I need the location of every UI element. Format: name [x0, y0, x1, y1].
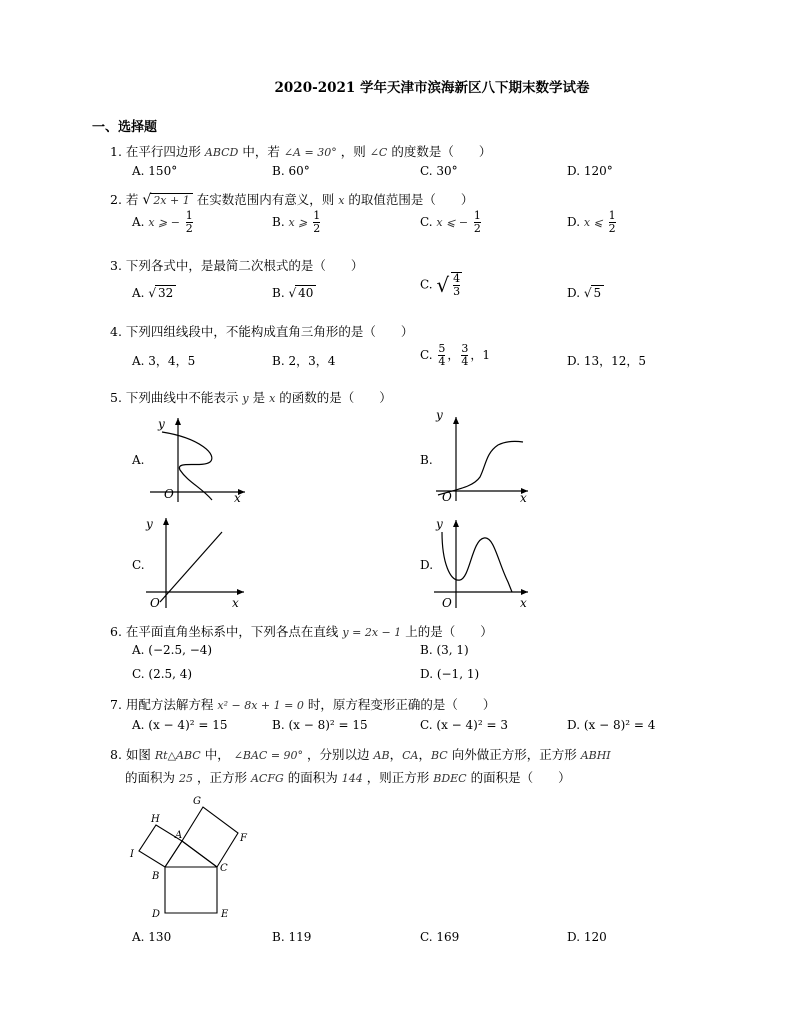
- option-letter: A.: [132, 215, 145, 229]
- x-axis-label: x: [520, 596, 527, 610]
- option-letter: D.: [567, 215, 581, 229]
- question-5-stem: [110, 388, 392, 406]
- fraction: [609, 210, 616, 235]
- graph-b: [428, 405, 538, 505]
- q8-text: ，则正方形: [366, 770, 430, 785]
- q7-text: 时，原方程变形正确的是（ ）: [307, 697, 496, 712]
- q8-text: 的面积为: [287, 770, 338, 785]
- numerator: 4: [453, 272, 461, 285]
- point-label-c: C: [220, 863, 228, 874]
- denominator: 3: [453, 285, 461, 298]
- q3-option-a[interactable]: [132, 285, 176, 300]
- origin-label: O: [442, 490, 452, 504]
- q5-text: 的函数的是（ ）: [279, 390, 392, 405]
- q8-text: 的面积是（ ）: [470, 770, 571, 785]
- q1-text: ，则: [340, 144, 366, 159]
- q5-text: 是: [252, 390, 266, 405]
- denominator: 4: [438, 355, 446, 368]
- q5-math-y: y: [242, 392, 249, 405]
- q4-option-a[interactable]: A. 3，4，5: [132, 354, 196, 368]
- question-8-stem-line2: [125, 768, 571, 786]
- radical-sign-icon: √: [436, 273, 450, 297]
- point-label-f: F: [240, 833, 247, 844]
- q6-math-line: y = 2x − 1: [342, 626, 402, 639]
- radicand: 5: [591, 285, 605, 300]
- q8-math-triangle: Rt△ABC: [154, 749, 201, 762]
- radicand: 32: [155, 285, 176, 300]
- point-label-g: G: [193, 796, 201, 807]
- x-axis-label: x: [520, 491, 527, 505]
- q1-math-angle-c: ∠C: [369, 146, 388, 159]
- question-7-stem: [110, 695, 495, 713]
- q8-option-b[interactable]: B. 119: [272, 930, 312, 944]
- q5-option-a[interactable]: A.: [132, 453, 145, 467]
- q1-option-d[interactable]: D. 120°: [567, 164, 613, 178]
- q1-text: 的度数是（ ）: [391, 144, 492, 159]
- q8-text: ，正方形: [196, 770, 247, 785]
- q8-text: 8. 如图: [110, 747, 151, 762]
- y-axis-label: y: [436, 408, 443, 422]
- q1-option-c[interactable]: C. 30°: [420, 164, 458, 178]
- radical-sign-icon: √: [142, 192, 152, 208]
- q8-math-bc: BC: [430, 749, 448, 762]
- numerator: 1: [185, 209, 193, 222]
- question-3-stem: 3. 下列各式中，是最简二次根式的是（ ）: [110, 258, 364, 273]
- q8-text: ，分别以边: [307, 747, 370, 762]
- point-label-d: D: [152, 909, 161, 920]
- q4-option-d[interactable]: D. 13，12，5: [567, 354, 646, 368]
- q7-option-d[interactable]: D. (x − 8)² = 4: [567, 718, 656, 732]
- q5-option-d[interactable]: D.: [420, 558, 434, 572]
- q7-text: 7. 用配方法解方程: [110, 697, 214, 712]
- radical-sign-icon: √: [148, 286, 156, 300]
- fraction: [186, 210, 193, 235]
- q8-math-acfg: ACFG: [250, 772, 284, 785]
- numerator: 1: [313, 209, 321, 222]
- q7-math-equation: x² − 8x + 1 = 0: [217, 699, 304, 712]
- section-heading: 一、选择题: [92, 120, 158, 135]
- q1-text: 1. 在平行四边形: [110, 144, 201, 159]
- q8-option-a[interactable]: A. 130: [132, 930, 172, 944]
- q7-option-c[interactable]: C. (x − 4)² = 3: [420, 718, 508, 732]
- point-label-a: A: [175, 830, 183, 841]
- q8-text: 向外做正方形，正方形: [451, 747, 577, 762]
- q8-math-ab: AB: [373, 749, 390, 762]
- q6-option-c[interactable]: C. (2.5, 4): [132, 667, 193, 681]
- q8-math-ca: CA: [402, 749, 419, 762]
- q4-option-b[interactable]: B. 2，3，4: [272, 354, 336, 368]
- q5-text: 5. 下列曲线中不能表示: [110, 390, 239, 405]
- radicand: 40: [295, 285, 316, 300]
- q3-option-b[interactable]: [272, 285, 316, 300]
- q2-c-relation: x ⩽ −: [436, 216, 469, 229]
- q1-math-angle-a: ∠A = 30°: [283, 146, 337, 159]
- page-title: 2020-2021 学年天津市滨海新区八下期末数学试卷: [274, 80, 590, 96]
- fraction: [313, 210, 320, 235]
- q7-option-a[interactable]: A. (x − 4)² = 15: [132, 718, 228, 732]
- q8-math-angle: ∠BAC = 90°: [233, 749, 304, 762]
- q1-option-b[interactable]: B. 60°: [272, 164, 310, 178]
- graph-c: [140, 512, 250, 612]
- q8-math-abhi: ABHI: [580, 749, 611, 762]
- point-label-b: B: [152, 871, 160, 882]
- origin-label: O: [442, 596, 452, 610]
- question-8-stem-line1: 8. 如图 Rt△ABC 中， ∠BAC = 90° ，分别以边 AB，CA，BC 向外做正方形，正方形 ABHI: [110, 747, 611, 762]
- numerator: 1: [608, 209, 616, 222]
- q8-math-25: 25: [179, 772, 193, 785]
- q3-option-c[interactable]: [420, 272, 464, 298]
- q8-figure: [125, 795, 265, 925]
- question-1-stem: [110, 142, 491, 160]
- denominator: 2: [313, 222, 321, 235]
- q6-option-a[interactable]: A. (−2.5, −4): [132, 643, 213, 657]
- option-letter: C.: [420, 348, 433, 362]
- q2-option-c[interactable]: [420, 210, 483, 235]
- q8-math-144: 144: [341, 772, 363, 785]
- q1-text: 中，若: [242, 144, 280, 159]
- x-axis-label: x: [234, 491, 241, 505]
- option-letter: C.: [420, 277, 433, 292]
- option-letter: A.: [132, 286, 145, 300]
- point-label-h: H: [151, 814, 160, 825]
- radical-sign-icon: √: [583, 286, 592, 300]
- q2-radicand: 2x + 1: [150, 193, 192, 207]
- q2-math-x: x: [338, 194, 345, 207]
- y-axis-label: y: [436, 517, 443, 531]
- q2-option-b[interactable]: [272, 210, 322, 235]
- option-letter: B.: [272, 215, 285, 229]
- q6-text: 上的是（ ）: [405, 624, 493, 639]
- q5-option-c[interactable]: C.: [132, 558, 145, 572]
- fraction: [474, 210, 481, 235]
- q4-option-c[interactable]: C. $\frac{5}{4}$ ， $\frac{3}{4}$ ，1: [420, 342, 491, 368]
- q8-math-bdec: BDEC: [433, 772, 467, 785]
- q8-text: 中，: [204, 747, 230, 762]
- q1-math-abcd: ABCD: [204, 146, 239, 159]
- question-6-stem: [110, 622, 493, 640]
- q2-text: 的取值范围是（ ）: [348, 192, 474, 207]
- denominator: 4: [461, 355, 469, 368]
- fraction: [451, 272, 462, 298]
- denominator: 2: [185, 222, 193, 235]
- option-letter: B.: [272, 286, 285, 300]
- numerator: 1: [473, 209, 481, 222]
- q6-option-d[interactable]: D. (−1, 1): [420, 667, 480, 681]
- y-axis-label: y: [146, 517, 153, 531]
- graph-d: [428, 512, 538, 612]
- numerator: 3: [461, 342, 469, 355]
- q4-c-tail: ，1: [470, 348, 491, 362]
- fraction: [461, 343, 468, 368]
- q8-option-c[interactable]: C. 169: [420, 930, 460, 944]
- q3-option-d[interactable]: [567, 285, 604, 300]
- graph-a: [140, 410, 250, 505]
- origin-label: O: [164, 487, 174, 501]
- fraction: [438, 343, 445, 368]
- q2-text: 2. 若: [110, 192, 139, 207]
- point-label-i: I: [130, 849, 134, 860]
- question-4-stem: 4. 下列四组线段中，不能构成直角三角形的是（ ）: [110, 324, 414, 339]
- q8-option-d[interactable]: D. 120: [567, 930, 607, 944]
- denominator: 2: [473, 222, 481, 235]
- q6-text: 6. 在平面直角坐标系中，下列各点在直线: [110, 624, 339, 639]
- denominator: 2: [608, 222, 616, 235]
- radical-sign-icon: √: [288, 286, 297, 300]
- q2-text: 在实数范围内有意义，则: [196, 192, 335, 207]
- origin-label: O: [150, 596, 160, 610]
- q5-option-b[interactable]: B.: [420, 453, 433, 467]
- option-letter: D.: [567, 286, 581, 300]
- question-2-stem: [110, 190, 473, 208]
- q2-option-a[interactable]: [132, 210, 195, 235]
- q6-option-b[interactable]: B. (3, 1): [420, 643, 469, 657]
- q2-a-relation: x ⩾ −: [148, 216, 180, 229]
- q5-math-x: x: [269, 392, 276, 405]
- y-axis-label: y: [158, 417, 165, 431]
- x-axis-label: x: [232, 596, 239, 610]
- q2-b-relation: x ⩾: [288, 216, 308, 229]
- numerator: 5: [438, 342, 446, 355]
- q2-option-d[interactable]: [567, 210, 618, 235]
- point-label-e: E: [221, 909, 229, 920]
- q8-text: 的面积为: [125, 770, 176, 785]
- q7-option-b[interactable]: B. (x − 8)² = 15: [272, 718, 368, 732]
- option-letter: C.: [420, 215, 433, 229]
- q2-d-relation: x ⩽: [583, 216, 603, 229]
- q1-option-a[interactable]: A. 150°: [132, 164, 178, 178]
